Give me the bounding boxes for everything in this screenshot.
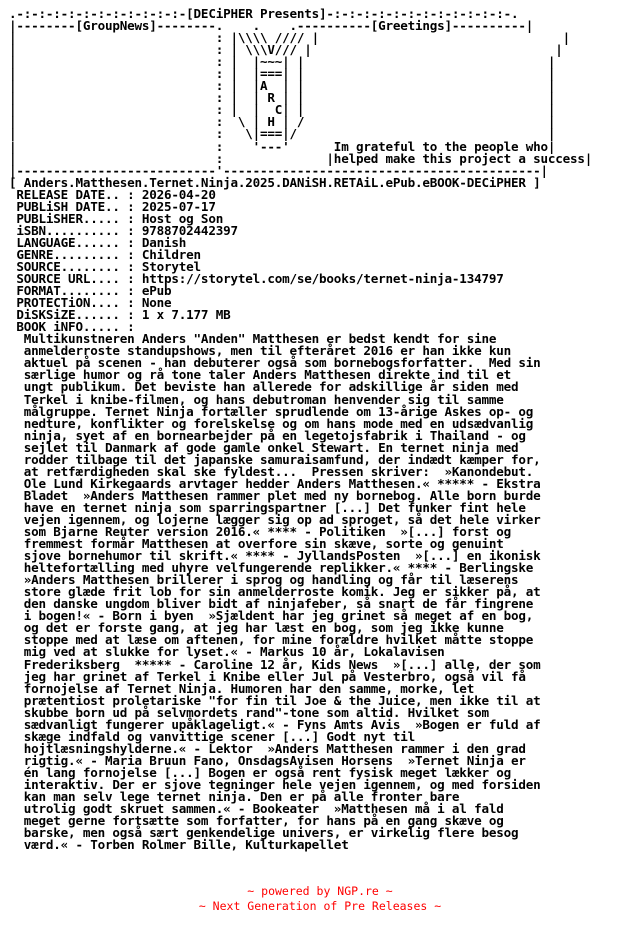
footer	[0, 884, 640, 914]
footer-powered-by: ~ powered by NGP.re ~	[247, 884, 393, 898]
footer-tagline: ~ Next Generation of Pre Releases ~	[198, 899, 442, 913]
nfo-text: .-:-:-:-:-:-:-:-:-:-:-:-[DECiPHER Presents]-:-:-:-:-:-:-:-:-:-:-:-:-. |--------[GroupNews]--------. . .----------[Greetings]----------| | : |\\\\ //// | | | : | \\\V/// | | | : | |~~~| | | | : | |===| | | | : | |A | | | | : | | R | | | | : | | C| | | | : \ | H | / | | : \|===|/ | | : '---' Im grateful to the people who| | : |helped make this project a success| |---------------------------'-------------------------------------------| [ Anders.Matthesen.Ternet.Ninja.2025.DANiSH.RETAiL.ePub.eBOOK-DECiPHER ] RELEASE DATE.. : 2026-04-20 PUBLiSH DATE.. : 2025-07-17 PUBLiSHER..... : Host og Son iSBN.......... : 9788702442397 LANGUAGE...... : Danish GENRE......... : Children SOURCE........ : Storytel SOURCE URL.... : https://storytel.com/se/books/ternet-ninja-134797 FORMAT........ : ePub PROTECTiON.... : None DiSKSiZE...... : 1 x 7.177 MB BOOK iNFO..... : Multikunstneren Anders "Anden" Matthesen er bedst kendt for sine anmelderroste standupshows, men til efteråret 2016 er han ikke kun aktuel på scenen - han debuterer også som bornebogsforfatter. Med sin særlige humor og rå tone taler Anders Matthesen direkte ind til et ungt publikum. Det beviste han allerede for adskillige år siden med Terkel i knibe-filmen, og hans debutroman henvender sig til samme målgruppe. Ternet Ninja fortæller sprudlende om 13-årige Askes op- og nedture, konflikter og forelskelse og om hans mode med en udsædvanlig ninja, syet af en bornearbejder på en legetojsfabrik i Thailand - og sejlet til Danmark af gode gamle onkel Stewart. En ternet ninja med rodder tilbage til det japanske samuraisamfund, der indædt kæmper for, at retfærdigheden skal ske fyldest... Pressen skriver: »Kanondebut. Ole Lund Kirkegaards arvtager hedder Anders Matthesen.« ***** - Ekstra Bladet »Anders Matthesen rammer plet med ny bornebog. Alle born burde have en ternet ninja som sparringspartner [...] Det funker fint hele vejen igennem, og lojerne lægger sig op ad sproget, så det hele virker som Bjarne Reuter version 2016.« **** - Politiken »[...] forst og fremmest formår Matthesen at overfore sin skæve, sorte og genuint sjove bornehumor til skrift.« **** - JyllandsPosten »[...] en ikonisk heltefortælling med uhyre velfungerende replikker.« **** - Berlingske »Anders Matthesen brillerer i sprog og handling og får til læserens store glæde frit lob for sin anmelderroste komik. Jeg er sikker på, at den danske ungdom bliver bidt af ninjafeber, så snart de får fingrene i bogen!« - Born i byen »Sjældent har jeg grinet så meget af en bog, og det er forste gang, at jeg har læst en bog, som jeg ikke kunne stoppe med at læse om aftenen, for mine forældre hvilket måtte stoppe mig ved at slukke for lyset.« - Markus 10 år, Lokalavisen Frederiksberg ***** - Caroline 12 år, Kids News »[...] alle, der som jeg har grinet af Terkel i Knibe eller Jul på Vesterbro, også vil få fornojelse af Ternet Ninja. Humoren har den samme, morke, let prætentiost proletariske "for fin til Joe & the Juice, men ikke til at skubbe born ud på selvmordets rand"-tone som altid. Hvilket som sædvanligt fungerer upåklageligt.« - Fyns Amts Avis »Bogen er fuld af skæge indfald og vanvittige scener [...] Godt nyt til hojtlæsningshylderne.« - Lektor »Anders Matthesen rammer i den grad rigtig.« - Maria Bruun Fano, OnsdagsAvisen Horsens »Ternet Ninja er én lang fornojelse [...] Bogen er også rent fysisk meget lækker og interaktiv. Der er sjove tegninger hele vejen igennem, og med forsiden kan man selv lege ternet ninja. Den er på alle fronter bare utrolig godt skruet sammen.« - Bookeater »Matthesen må i al fald meget gerne fortsætte som forfatter, for hans på en gang skæve og barske, men også sært genkendelige univers, er virkelig flere besog værd.« - Torben Rolmer Bille, Kulturkapellet	[9, 6, 593, 853]
